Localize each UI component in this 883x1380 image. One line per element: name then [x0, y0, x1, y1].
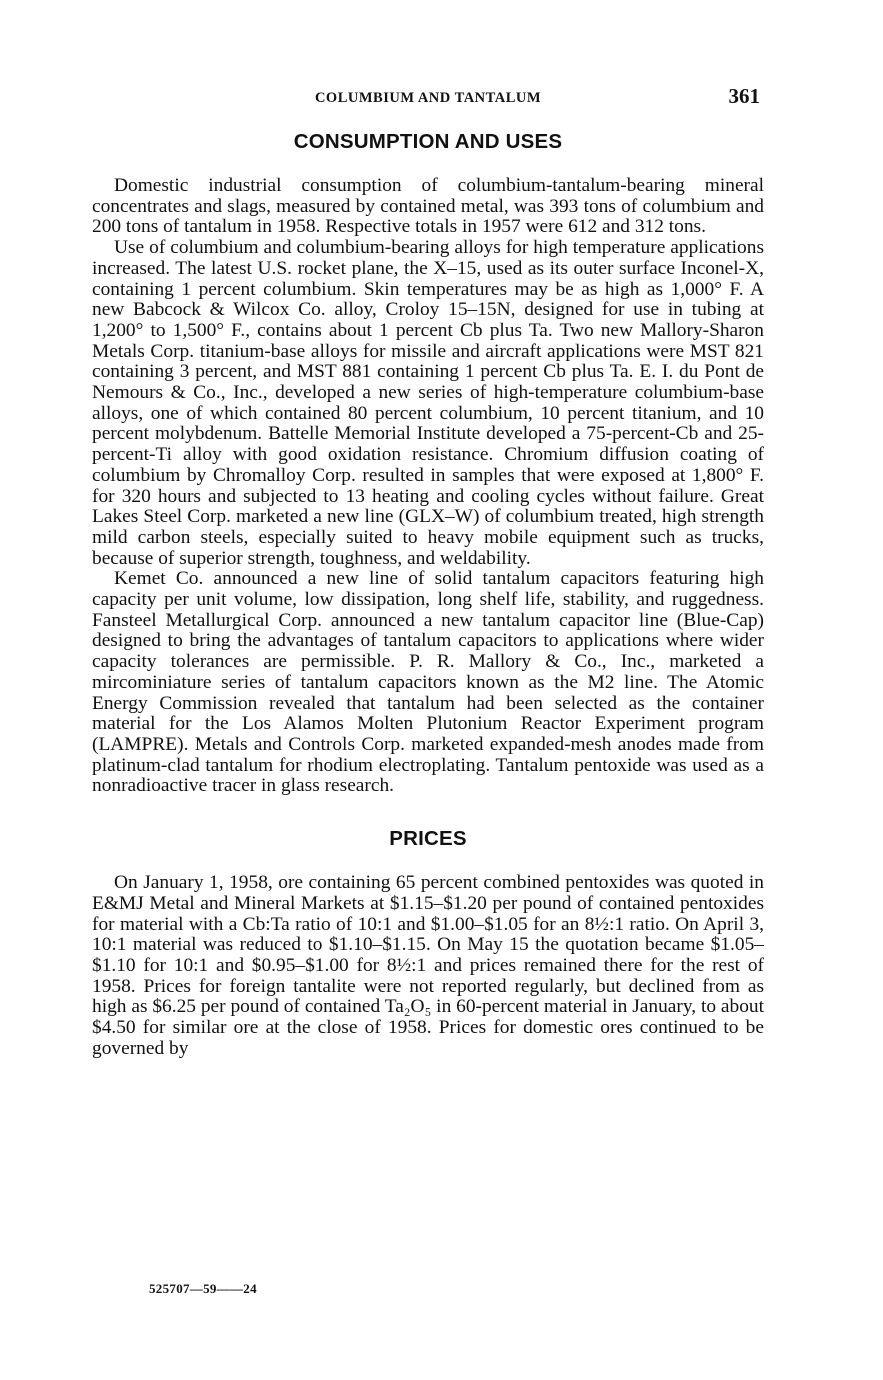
consumption-section — [92, 130, 764, 797]
paragraph-consumption-totals: Domestic industrial consumption of columbium-tantalum-bearing mineral concentrates and slags, measured by contained metal, was 393 tons of columbium and 200 tons of tantalum in 1958. Respective totals in 1957 were 612 and 312 tons. — [92, 175, 764, 238]
paragraph-tantalum-uses: Kemet Co. announced a new line of solid tantalum capacitors featuring high capacity per unit volume, low dissipation, long shelf life, stability, and ruggedness. Fansteel Metallurgical Corp. announced a new tantalum capacitor line (Blue-Cap) designed to bring the advantages of tantalum capacitors to applications where wider capacity tolerances are permissible. P. R. Mallory & Co., Inc., marketed a mircominiature series of tantalum capacitors known as the M2 line. The Atomic Energy Commission revealed that tantalum had been selected as the container material for the Los Alamos Molten Plutonium Reactor Experiment program (LAMPRE). Metals and Controls Corp. marketed expanded-mesh anodes made from platinum-clad tantalum for rhodium electroplating. Tantalum pentoxide was used as a nonradioactive tracer in glass research. — [92, 568, 764, 797]
page-number: 361 — [728, 84, 760, 108]
running-header — [92, 84, 764, 112]
prices-section — [92, 827, 764, 1059]
paragraph-prices: On January 1, 1958, ore containing 65 percent combined pentoxides was quoted in E&MJ Metal and Mineral Markets at $1.15–$1.20 per pound of contained pentoxides for material with a Cb:Ta ratio of 10:1 and $1.00–$1.05 for an 8½:1 ratio. On April 3, 10:1 material was reduced to $1.10–$1.15. On May 15 the quotation became $1.05–$1.10 for 10:1 and $0.95–$1.00 for 8½:1 and prices remained there for the rest of 1958. Prices for foreign tantalite were not reported regularly, but declined from as high as $6.25 per pound of contained Ta₂O₅ in 60-percent material in January, to about $4.50 for similar ore at the close of 1958. Prices for domestic ores continued to be governed by — [92, 872, 764, 1059]
print-code-footer: 525707—59——24 — [149, 1281, 257, 1296]
running-title: COLUMBIUM AND TANTALUM — [314, 90, 542, 106]
section-heading-prices: PRICES — [389, 827, 467, 851]
paragraph-columbium-uses: Use of columbium and columbium-bearing alloys for high temperature applications increased. The latest U.S. rocket plane, the X–15, used as its outer surface Inconel-X, containing 1 percent columbium. Skin temperatures may be as high as 1,000° F. A new Babcock & Wilcox Co. alloy, Croloy 15–15N, designed for use in tubing at 1,200° to 1,500° F., contains about 1 percent Cb plus Ta. Two new Mallory-Sharon Metals Corp. titanium-base alloys for missile and aircraft applications were MST 821 containing 3 percent, and MST 881 containing 1 percent Cb plus Ta. E. I. du Pont de Nemours & Co., Inc., developed a new series of high-temperature columbium-base alloys, one of which contained 80 percent columbium, 10 percent titanium, and 10 percent molybdenum. Battelle Memorial Institute developed a 75-percent-Cb and 25-percent-Ti alloy with good oxidation resistance. Chromium diffusion coating of columbium by Chromalloy Corp. resulted in samples that were exposed at 1,800° F. for 320 hours and subjected to 13 heating and cooling cycles without failure. Great Lakes Steel Corp. marketed a new line (GLX–W) of columbium treated, high strength mild carbon steels, especially suited to heavy mobile equipment such as trucks, because of superior strength, toughness, and weldability. — [92, 237, 764, 569]
section-heading-consumption: CONSUMPTION AND USES — [293, 130, 563, 153]
page-body — [92, 84, 764, 1059]
